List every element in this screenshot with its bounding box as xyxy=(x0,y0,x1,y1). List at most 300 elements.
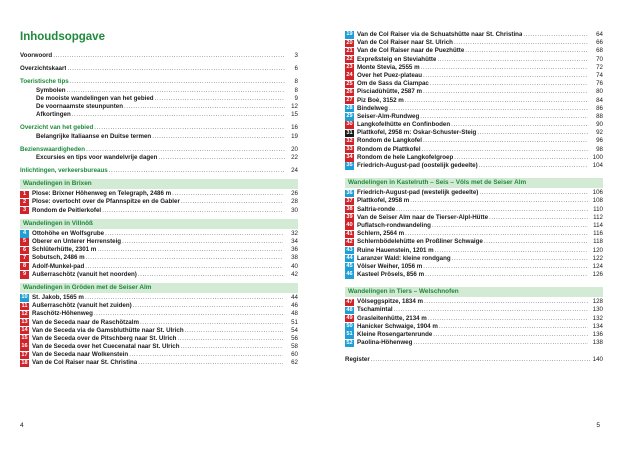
route-title: Om de Sass da Ciampac xyxy=(357,80,429,88)
route-number-badge: 24 xyxy=(346,72,353,79)
route-page: 36 xyxy=(291,246,298,254)
dot-leader xyxy=(479,162,588,170)
dot-leader xyxy=(396,206,588,214)
dot-leader xyxy=(140,319,283,327)
route-number-badge: 25 xyxy=(346,80,353,87)
dot-leader xyxy=(523,31,588,39)
toc-entry-page: 3 xyxy=(294,52,298,59)
route-number-badge: 41 xyxy=(346,230,353,237)
route-number-badge: 5 xyxy=(20,238,29,245)
route-number-badge: 12 xyxy=(21,310,28,317)
route-entry[interactable] xyxy=(20,207,298,215)
dot-leader xyxy=(484,238,588,246)
route-page: 96 xyxy=(596,137,603,145)
route-page: 28 xyxy=(291,198,298,206)
route-page: 74 xyxy=(596,71,603,79)
route-title: Ottohöhe en Wolfsgrube xyxy=(32,229,105,237)
route-number-badge: 37 xyxy=(346,197,353,204)
route-entry[interactable] xyxy=(345,247,603,255)
toc-entry[interactable] xyxy=(20,103,298,111)
toc-entry[interactable] xyxy=(20,95,298,103)
route-page: 114 xyxy=(593,221,603,229)
dot-leader xyxy=(437,56,588,64)
route-title: Außerraschötz (vanuit het zuiden) xyxy=(32,302,132,310)
toc-entry[interactable] xyxy=(20,124,298,132)
route-number-badge: 44 xyxy=(346,255,353,262)
route-number-badge: 49 xyxy=(346,315,353,322)
route-title: Kleine Rosengartenrunde xyxy=(357,331,433,338)
dot-leader xyxy=(477,129,588,137)
route-entry[interactable] xyxy=(345,271,603,279)
toc-entry-title: Symbolen xyxy=(36,86,66,94)
route-page: 118 xyxy=(593,238,603,246)
route-title: Van de Seceda naar Wolkenstein xyxy=(32,351,129,359)
route-entry[interactable] xyxy=(345,97,603,105)
toc-entry-page: 140 xyxy=(592,356,603,364)
route-title: Hanicker Schwaige, 1904 m xyxy=(357,322,438,330)
route-page: 106 xyxy=(592,189,603,197)
route-page: 40 xyxy=(291,262,298,270)
route-title: Oberer en Unterer Herrensteig xyxy=(32,238,122,245)
route-page: 76 xyxy=(596,80,603,88)
route-page: 54 xyxy=(291,326,298,334)
dot-leader xyxy=(451,121,588,129)
route-page: 26 xyxy=(291,190,298,198)
dot-leader xyxy=(422,146,588,154)
route-entry[interactable] xyxy=(20,310,298,318)
dot-leader xyxy=(371,356,590,364)
toc-entry-page: 9 xyxy=(294,94,298,102)
route-entry[interactable] xyxy=(345,238,603,246)
route-page: 120 xyxy=(592,246,603,254)
spacer xyxy=(345,279,603,283)
route-title: Expreßsteig en Steviahütte xyxy=(357,55,437,63)
dot-leader xyxy=(428,315,588,323)
route-title: Schlern, 2564 m xyxy=(357,230,405,238)
route-page: 122 xyxy=(592,254,603,262)
section-heading: Wandelingen in Tiers – Welschnofen xyxy=(345,287,603,297)
route-entry[interactable] xyxy=(345,56,603,64)
dot-leader xyxy=(389,105,588,113)
right-page xyxy=(310,0,620,451)
route-entry[interactable] xyxy=(345,214,603,222)
route-title: Van de Seceda over de Pitschberg naar St. Ulrich xyxy=(32,334,177,342)
route-number-badge: 14 xyxy=(21,327,28,334)
route-page: 124 xyxy=(592,262,603,270)
route-title: Monte Stevia, 2555 m xyxy=(357,63,420,71)
route-entry[interactable] xyxy=(20,254,298,262)
dot-leader xyxy=(129,351,283,359)
route-entry[interactable] xyxy=(345,39,603,47)
route-title: Over het Puez-plateau xyxy=(357,71,422,79)
route-number-badge: 21 xyxy=(346,47,353,54)
dot-leader xyxy=(94,310,283,318)
route-page: 44 xyxy=(291,293,298,301)
route-title: Rondom de Peitlerkofel xyxy=(32,206,102,214)
route-number-badge: 30 xyxy=(346,121,353,128)
route-entry[interactable] xyxy=(20,198,298,206)
route-page: 88 xyxy=(596,112,603,120)
route-page: 110 xyxy=(593,205,603,213)
route-entry[interactable] xyxy=(20,271,298,279)
route-entry[interactable] xyxy=(345,323,603,331)
dot-leader xyxy=(185,327,283,335)
route-number-badge: 32 xyxy=(346,137,353,144)
route-entry[interactable] xyxy=(20,263,298,271)
route-entry[interactable] xyxy=(345,255,603,263)
route-entry[interactable] xyxy=(20,238,298,246)
route-entry[interactable] xyxy=(345,31,603,39)
route-number-badge: 16 xyxy=(21,343,28,350)
route-title: Adolf-Munkel-pad xyxy=(32,262,85,270)
dot-leader xyxy=(86,146,285,154)
route-entry[interactable] xyxy=(20,190,298,198)
route-entry[interactable] xyxy=(345,197,603,205)
dot-leader xyxy=(424,298,588,306)
route-page: 100 xyxy=(592,153,603,161)
toc-entry-page: 20 xyxy=(291,145,298,153)
route-entry[interactable] xyxy=(20,230,298,238)
toc-entry[interactable] xyxy=(20,52,298,60)
route-page: 30 xyxy=(291,206,298,214)
route-entry[interactable] xyxy=(20,294,298,302)
route-entry[interactable] xyxy=(345,47,603,55)
route-title: Van de Col Raiser naar de Puezhütte xyxy=(357,47,465,55)
route-entry[interactable] xyxy=(345,121,603,129)
section-heading: Wandelingen in Gröden met de Seiser Alm xyxy=(20,283,298,293)
route-page: 48 xyxy=(291,310,298,318)
dot-leader xyxy=(181,198,283,206)
route-page: 46 xyxy=(291,302,298,310)
toc-entry-title: Toeristische tips xyxy=(20,78,69,86)
route-entry[interactable] xyxy=(345,105,603,113)
toc-entry-page: 22 xyxy=(291,153,298,161)
route-entry[interactable] xyxy=(345,263,603,271)
route-entry[interactable] xyxy=(20,359,298,367)
dot-leader xyxy=(423,137,588,145)
route-number-badge: 11 xyxy=(21,302,28,309)
route-page: 68 xyxy=(596,47,603,55)
page-number: 5 xyxy=(596,422,600,429)
route-page: 138 xyxy=(592,339,603,347)
route-entry[interactable] xyxy=(345,113,603,121)
toc-entry[interactable] xyxy=(20,65,298,73)
dot-leader xyxy=(413,339,588,347)
toc-entry-page: 6 xyxy=(294,65,298,73)
route-number-badge: 47 xyxy=(346,298,353,305)
route-page: 128 xyxy=(592,298,603,306)
route-number-badge: 17 xyxy=(21,351,28,358)
route-number-badge: 10 xyxy=(21,294,28,301)
route-page: 134 xyxy=(592,322,603,330)
route-entry[interactable] xyxy=(345,80,603,88)
toc-entry-title: De voornaamste steunpunten xyxy=(36,102,123,110)
toc-entry-title: Afkortingen xyxy=(36,111,71,119)
route-page: 70 xyxy=(596,55,603,63)
dot-leader xyxy=(423,88,588,96)
route-title: Laranzer Wald: kleine rondgang xyxy=(357,254,451,262)
dot-leader xyxy=(425,271,588,279)
toc-entry-page: 16 xyxy=(291,124,298,132)
dot-leader xyxy=(479,189,588,197)
route-title: Sobutsch, 2486 m xyxy=(32,254,85,262)
route-page: 56 xyxy=(291,334,298,342)
route-number-badge: 3 xyxy=(20,207,29,214)
route-page: 92 xyxy=(596,129,603,137)
route-title: Van de Col Raiser naar St. Christina xyxy=(32,359,138,367)
route-entry[interactable] xyxy=(345,162,603,170)
dot-leader xyxy=(133,302,283,310)
route-title: Van de Col Raiser naar St. Ulrich xyxy=(357,39,453,47)
dot-leader xyxy=(452,255,588,263)
route-number-badge: 45 xyxy=(346,263,353,270)
toc-entry[interactable] xyxy=(20,146,298,154)
route-title: Saltria-ronde xyxy=(357,205,396,213)
route-entry[interactable] xyxy=(20,335,298,343)
dot-leader xyxy=(94,124,285,132)
route-title: Völser Weiher, 1056 m xyxy=(357,262,423,270)
route-title: Pisciadùhütte, 2587 m xyxy=(357,88,422,96)
route-title: Rondom de hele Langkofelgroep xyxy=(357,153,454,161)
route-number-badge: 23 xyxy=(346,64,353,71)
section-heading: Wandelingen in Villnöß xyxy=(20,219,298,229)
route-entry[interactable] xyxy=(345,206,603,214)
route-number-badge: 46 xyxy=(346,271,353,278)
route-entry[interactable] xyxy=(345,88,603,96)
section-heading: Wandelingen in Kastelruth – Seis – Völs met de Seiser Alm xyxy=(345,178,603,188)
route-entry[interactable] xyxy=(20,343,298,351)
route-entry[interactable] xyxy=(20,302,298,310)
toc-left-column xyxy=(20,52,298,368)
route-title: Friedrich-August-pad (westelijk gedeelte) xyxy=(357,189,479,197)
route-page: 80 xyxy=(596,88,603,96)
route-title: Van de Seiser Alm naar de Tierser-Alpl-Hütte xyxy=(357,213,489,221)
dot-leader xyxy=(102,207,283,215)
dot-leader xyxy=(85,294,283,302)
route-title: Piz Boè, 3152 m xyxy=(357,96,404,104)
section-heading: Wandelingen in Brixen xyxy=(20,179,298,189)
toc-entry-title: Belangrijke Italiaanse en Duitse termen xyxy=(36,132,152,140)
route-number-badge: 39 xyxy=(346,214,353,221)
route-page: 42 xyxy=(291,270,298,278)
dot-leader xyxy=(158,154,285,162)
route-entry[interactable] xyxy=(345,72,603,80)
route-entry[interactable] xyxy=(345,222,603,230)
dot-leader xyxy=(155,95,285,103)
toc-entry-page: 24 xyxy=(291,167,298,175)
route-title: Plose: Brixner Höhenweg en Telegraph, 2486 m xyxy=(32,190,172,198)
toc-entry[interactable] xyxy=(20,111,298,119)
route-page: 66 xyxy=(596,39,603,47)
route-page: 112 xyxy=(593,213,603,221)
toc-entry-page: 12 xyxy=(291,102,298,110)
route-number-badge: 1 xyxy=(20,191,29,198)
toc-entry-page: 8 xyxy=(294,86,298,94)
route-page: 98 xyxy=(596,145,603,153)
route-title: Bindelweg xyxy=(357,104,388,112)
toc-entry-page: 19 xyxy=(291,132,298,140)
route-number-badge: 50 xyxy=(346,323,353,330)
route-title: Paolina-Höhenweg xyxy=(357,339,413,347)
route-number-badge: 43 xyxy=(346,246,353,253)
toc-entry-title: Bezienswaardigheden xyxy=(20,145,85,153)
page-title: Inhoudsopgave xyxy=(20,31,105,43)
toc-entry-title: De mooiste wandelingen van het gebied xyxy=(36,94,154,102)
route-title: Völseggspitze, 1834 m xyxy=(357,298,424,306)
route-title: Seiser-Alm-Rundweg xyxy=(357,112,420,120)
route-page: 58 xyxy=(291,343,298,351)
route-title: Schlüterhütte, 2301 m xyxy=(32,246,97,254)
route-number-badge: 4 xyxy=(20,230,29,237)
route-page: 130 xyxy=(592,306,603,314)
toc-entry-title: Inlichtingen, verkeersbureaus xyxy=(20,167,108,175)
toc-entry-title: Excursies en tips voor wandelvrije dagen xyxy=(36,153,158,161)
route-number-badge: 19 xyxy=(346,31,353,38)
dot-leader xyxy=(454,154,588,162)
route-number-badge: 13 xyxy=(21,318,28,325)
route-page: 84 xyxy=(596,96,603,104)
dot-leader xyxy=(465,47,588,55)
route-title: Kasteel Prösels, 856 m xyxy=(357,271,425,279)
dot-leader xyxy=(122,238,283,246)
route-title: Van de Col Raiser via de Schuatshütte naar St. Christina xyxy=(357,31,523,38)
route-number-badge: 40 xyxy=(346,222,353,229)
dot-leader xyxy=(124,103,285,111)
route-number-badge: 35 xyxy=(346,162,353,169)
route-number-badge: 42 xyxy=(346,238,353,245)
route-entry[interactable] xyxy=(345,129,603,137)
toc-entry-title: Voorwoord xyxy=(20,52,53,59)
route-title: Van de Seceda over het Cuecenatal naar St. Ulrich xyxy=(32,343,180,351)
route-title: Van de Seceda naar de Raschötzalm xyxy=(32,318,139,326)
route-entry[interactable] xyxy=(20,246,298,254)
route-page: 62 xyxy=(291,359,298,367)
route-page: 116 xyxy=(593,230,603,238)
dot-leader xyxy=(138,359,283,367)
route-title: Puflatsch-rondwandeling xyxy=(357,221,431,229)
route-title: St. Jakob, 1565 m xyxy=(32,293,84,301)
dot-leader xyxy=(181,343,283,351)
dot-leader xyxy=(97,246,283,254)
route-entry[interactable] xyxy=(20,319,298,327)
dot-leader xyxy=(86,254,283,262)
route-page: 90 xyxy=(596,121,603,129)
dot-leader xyxy=(430,80,588,88)
toc-entry[interactable] xyxy=(20,78,298,86)
route-entry[interactable] xyxy=(345,298,603,306)
route-number-badge: 52 xyxy=(346,339,353,346)
route-page: 60 xyxy=(291,351,298,359)
dot-leader xyxy=(433,331,588,339)
route-number-badge: 38 xyxy=(346,205,353,212)
dot-leader xyxy=(138,271,283,279)
route-number-badge: 2 xyxy=(20,199,29,206)
route-number-badge: 18 xyxy=(21,359,28,366)
toc-entry[interactable] xyxy=(20,133,298,141)
route-number-badge: 6 xyxy=(20,247,29,254)
route-page: 64 xyxy=(596,31,603,38)
dot-leader xyxy=(105,230,283,238)
dot-leader xyxy=(53,52,285,60)
route-title: Tschamintal xyxy=(357,306,393,314)
dot-leader xyxy=(489,214,588,222)
route-entry[interactable] xyxy=(345,64,603,72)
dot-leader xyxy=(405,230,588,238)
route-number-badge: 29 xyxy=(346,113,353,120)
route-page: 72 xyxy=(596,63,603,71)
route-entry[interactable] xyxy=(20,351,298,359)
dot-leader xyxy=(152,133,285,141)
route-number-badge: 7 xyxy=(20,255,29,262)
route-title: Rondom de Langkofel xyxy=(357,137,422,145)
toc-entry[interactable] xyxy=(20,154,298,162)
route-entry[interactable] xyxy=(345,137,603,145)
route-number-badge: 34 xyxy=(346,154,353,161)
route-page: 104 xyxy=(592,162,603,169)
route-title: Friedrich-August-pad (oostelijk gedeelte) xyxy=(357,162,478,169)
dot-leader xyxy=(439,323,588,331)
dot-leader xyxy=(423,263,588,271)
toc-entry[interactable] xyxy=(345,356,603,364)
route-entry[interactable] xyxy=(345,339,603,347)
route-number-badge: 48 xyxy=(346,306,353,313)
dot-leader xyxy=(67,87,285,95)
route-number-badge: 15 xyxy=(21,335,28,342)
route-entry[interactable] xyxy=(345,154,603,162)
toc-entry-page: 15 xyxy=(291,111,298,119)
route-page: 136 xyxy=(592,331,603,338)
toc-entry-title: Overzicht van het gebied xyxy=(20,124,94,132)
route-number-badge: 8 xyxy=(20,263,29,270)
route-entry[interactable] xyxy=(345,331,603,339)
route-title: Langkofelhütte en Confinboden xyxy=(357,121,451,129)
dot-leader xyxy=(70,78,285,86)
dot-leader xyxy=(85,263,283,271)
dot-leader xyxy=(423,72,588,80)
dot-leader xyxy=(394,306,588,314)
route-number-badge: 22 xyxy=(346,55,353,62)
toc-entry-title: Register xyxy=(345,356,370,364)
route-entry[interactable] xyxy=(345,146,603,154)
route-number-badge: 51 xyxy=(346,331,353,338)
route-entry[interactable] xyxy=(345,306,603,314)
route-title: Grasleitenhütte, 2134 m xyxy=(357,314,427,322)
dot-leader xyxy=(177,335,283,343)
route-title: Außerraschötz (vanuit het noorden) xyxy=(32,270,137,278)
route-page: 34 xyxy=(291,238,298,245)
route-entry[interactable] xyxy=(20,327,298,335)
route-number-badge: 20 xyxy=(346,39,353,46)
route-entry[interactable] xyxy=(345,230,603,238)
route-number-badge: 36 xyxy=(346,189,353,196)
route-entry[interactable] xyxy=(345,315,603,323)
dot-leader xyxy=(67,65,285,73)
route-page: 126 xyxy=(592,271,603,279)
route-title: Schlernbödelehütte en Proßliner Schwaige xyxy=(357,238,483,246)
toc-entry[interactable] xyxy=(20,87,298,95)
route-number-badge: 33 xyxy=(346,146,353,153)
page-number: 4 xyxy=(20,422,24,429)
toc-entry[interactable] xyxy=(20,167,298,175)
route-number-badge: 28 xyxy=(346,105,353,112)
route-page: 132 xyxy=(592,314,603,322)
toc-entry-page: 8 xyxy=(294,78,298,86)
dot-leader xyxy=(109,167,285,175)
dot-leader xyxy=(454,39,588,47)
route-title: Raschötz-Höhenweg xyxy=(32,310,93,318)
spacer xyxy=(345,170,603,174)
route-entry[interactable] xyxy=(345,189,603,197)
